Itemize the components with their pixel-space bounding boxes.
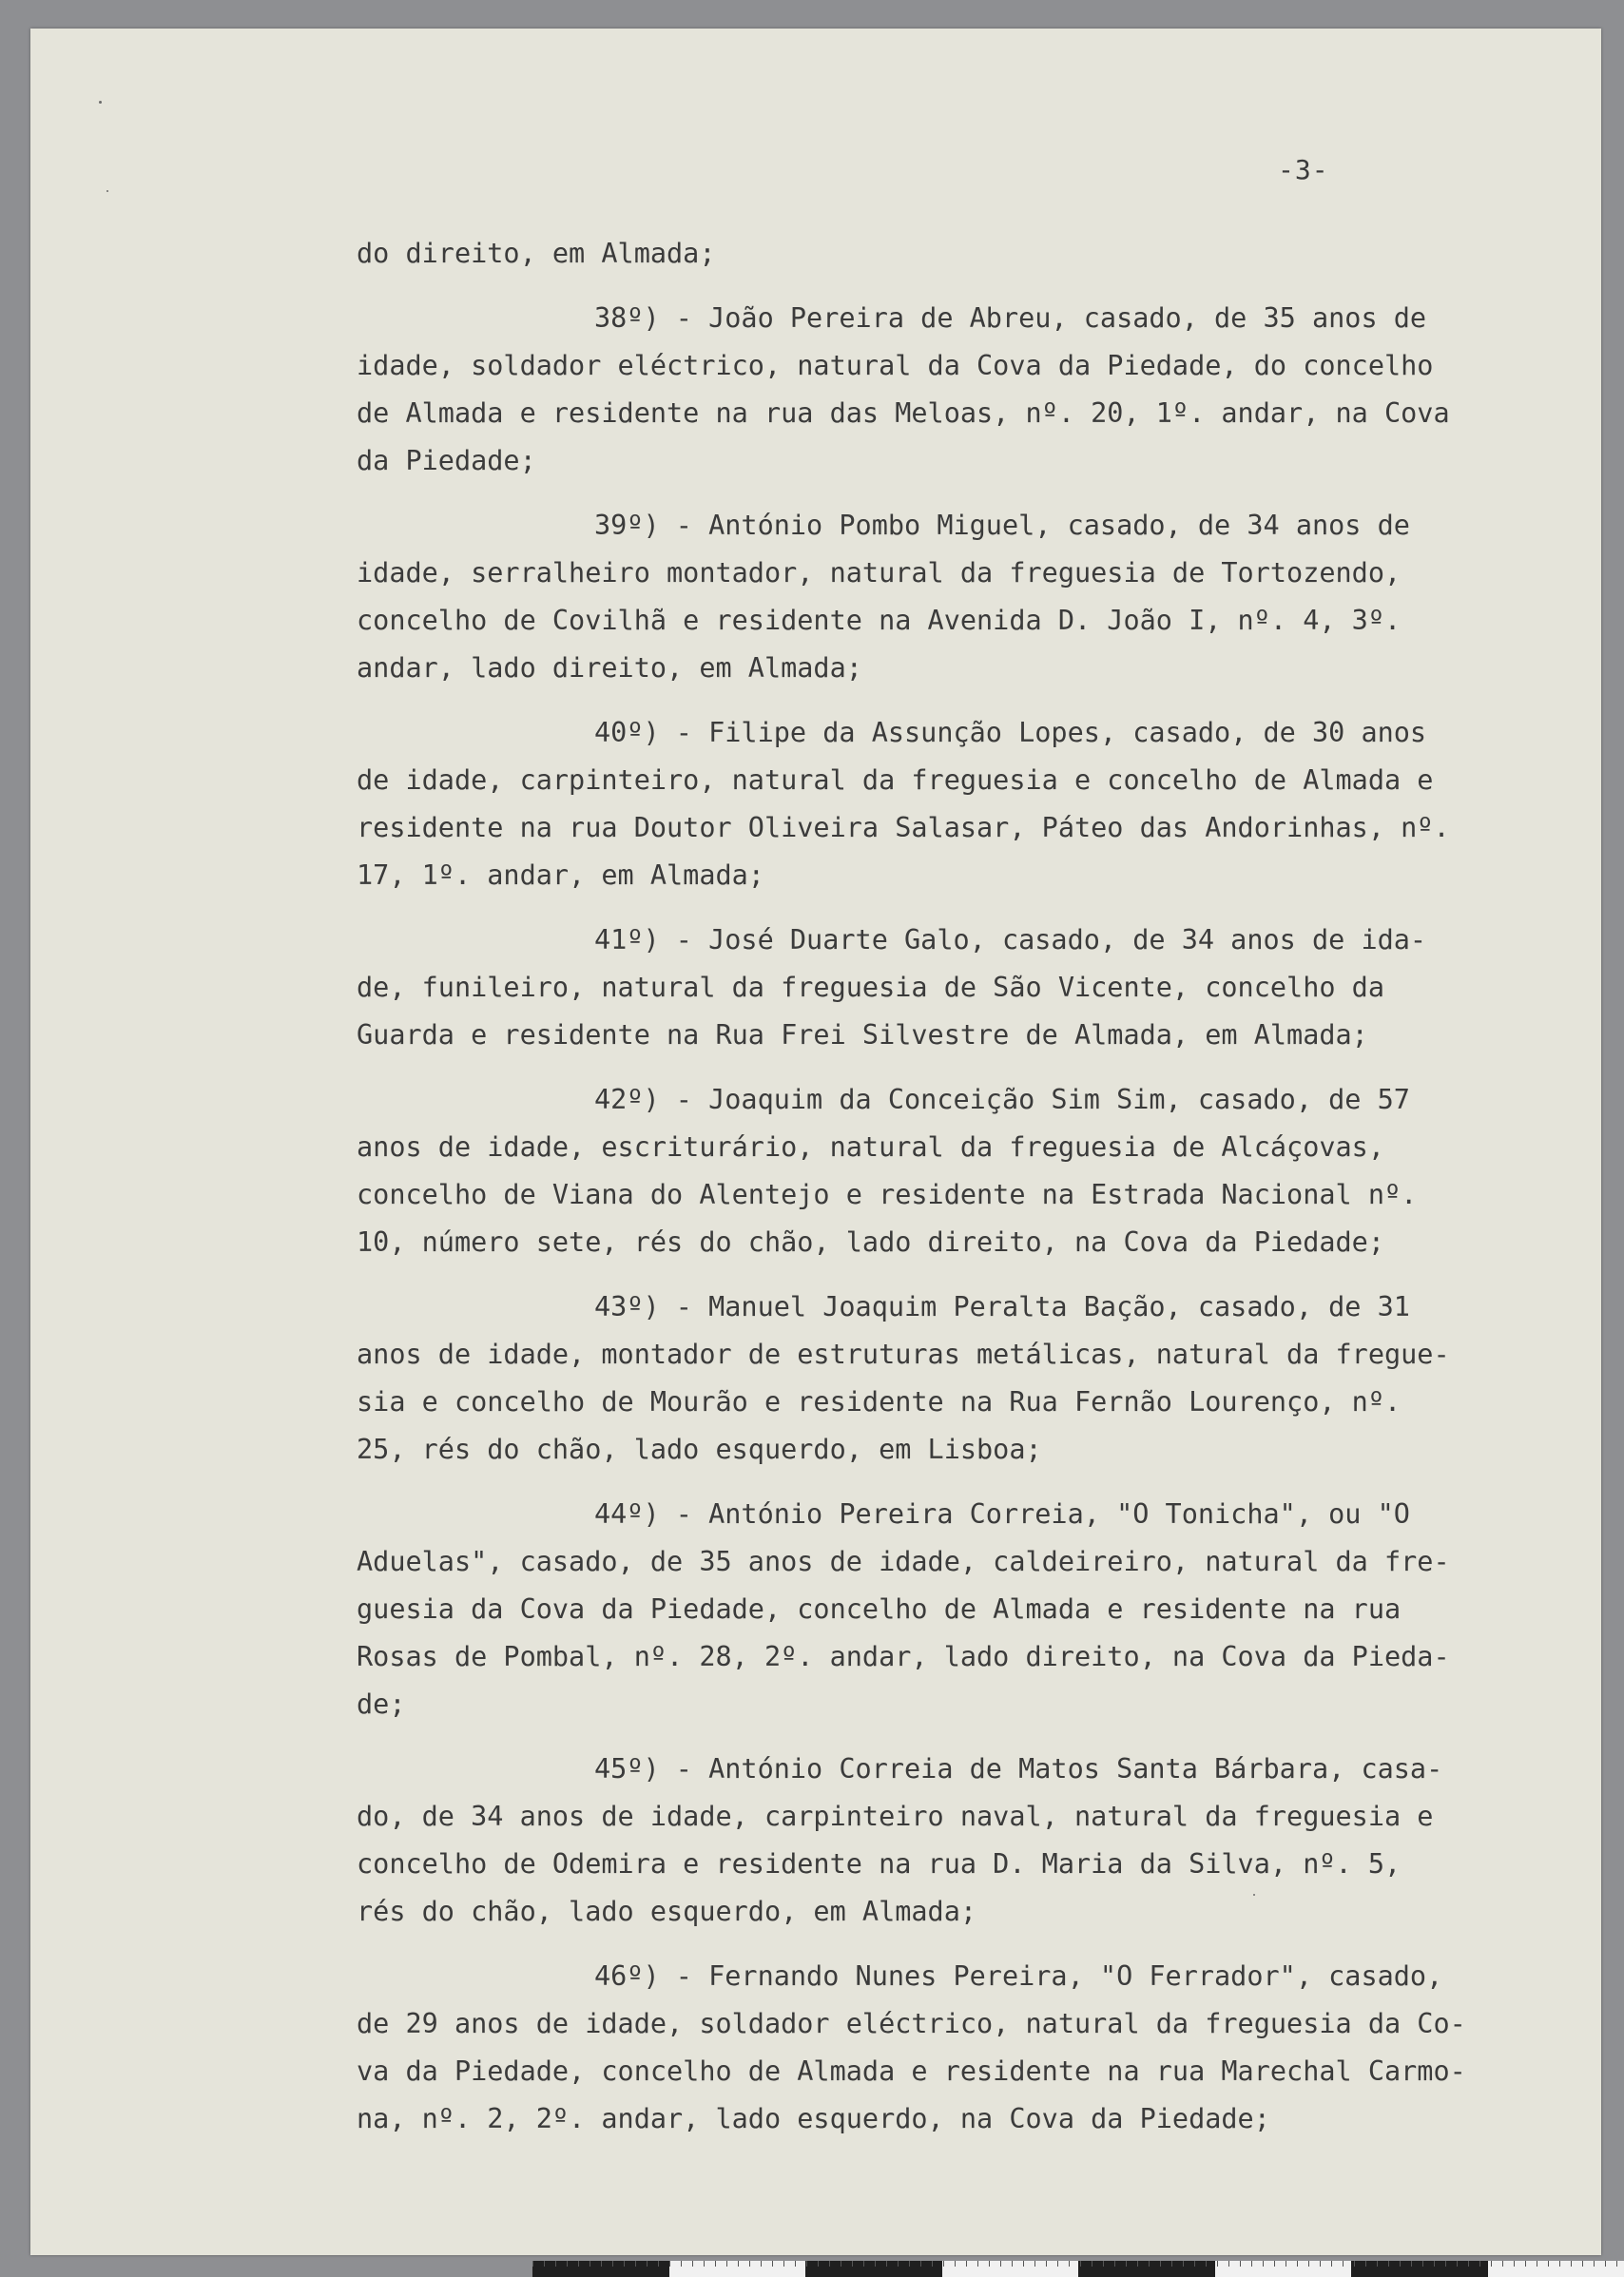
text-line: rés do chão, lado esquerdo, em Almada;	[357, 1896, 977, 1927]
text-line: 10, número sete, rés do chão, lado direito, na Cova da Piedade;	[357, 1226, 1384, 1258]
paragraph-entry-40	[357, 709, 1526, 899]
paragraph-entry-38	[357, 295, 1526, 485]
document-page	[30, 29, 1601, 2255]
text-line: concelho de Odemira e residente na rua D. Maria da Silva, nº. 5,	[357, 1848, 1402, 1880]
paragraph-entry-42	[357, 1076, 1526, 1266]
page-number: -3-	[1278, 154, 1329, 185]
text-line: 44º) - António Pereira Correia, "O Tonicha", ou "O	[594, 1498, 1410, 1530]
text-line: concelho de Viana do Alentejo e residente na Estrada Nacional nº.	[357, 1179, 1418, 1210]
text-line: Guarda e residente na Rua Frei Silvestre de Almada, em Almada;	[357, 1019, 1368, 1051]
paper-speck	[106, 190, 108, 192]
text-line: idade, serralheiro montador, natural da freguesia de Tortozendo,	[357, 557, 1402, 589]
text-line: anos de idade, escriturário, natural da freguesia de Alcáçovas,	[357, 1131, 1384, 1163]
text-line: 17, 1º. andar, em Almada;	[357, 859, 764, 891]
text-line: 43º) - Manuel Joaquim Peralta Bação, casado, de 31	[594, 1291, 1410, 1322]
text-line: Aduelas", casado, de 35 anos de idade, caldeireiro, natural da fre-	[357, 1546, 1450, 1577]
text-line: andar, lado direito, em Almada;	[357, 652, 862, 684]
text-line: va da Piedade, concelho de Almada e residente na rua Marechal Carmo-	[357, 2055, 1466, 2087]
text-line: da Piedade;	[357, 445, 536, 476]
text-line: do, de 34 anos de idade, carpinteiro naval, natural da freguesia e	[357, 1801, 1434, 1832]
text-line: idade, soldador eléctrico, natural da Cova da Piedade, do concelho	[357, 350, 1434, 381]
text-line: 40º) - Filipe da Assunção Lopes, casado, de 30 anos	[594, 717, 1427, 748]
text-line: 25, rés do chão, lado esquerdo, em Lisboa;	[357, 1434, 1042, 1465]
text-line: residente na rua Doutor Oliveira Salasar, Páteo das Andorinhas, nº.	[357, 812, 1450, 843]
text-line: 38º) - João Pereira de Abreu, casado, de 35 anos de	[594, 302, 1427, 334]
paragraph-entry-43	[357, 1283, 1526, 1474]
paragraph-entry-44	[357, 1491, 1526, 1728]
text-line: de, funileiro, natural da freguesia de São Vicente, concelho da	[357, 972, 1384, 1003]
text-line: sia e concelho de Mourão e residente na Rua Fernão Lourenço, nº.	[357, 1386, 1402, 1418]
text-line: guesia da Cova da Piedade, concelho de Almada e residente na rua	[357, 1593, 1402, 1625]
document-body	[357, 230, 1526, 2160]
text-line: Rosas de Pombal, nº. 28, 2º. andar, lado direito, na Cova da Pieda-	[357, 1641, 1450, 1672]
text-line: anos de idade, montador de estruturas metálicas, natural da fregue-	[357, 1339, 1450, 1370]
text-line: de;	[357, 1688, 406, 1720]
text-line: de idade, carpinteiro, natural da freguesia e concelho de Almada e	[357, 764, 1434, 796]
text-line: concelho de Covilhã e residente na Avenida D. João I, nº. 4, 3º.	[357, 605, 1402, 636]
text-line: 41º) - José Duarte Galo, casado, de 34 anos de ida-	[594, 924, 1427, 955]
text-line: 39º) - António Pombo Miguel, casado, de 34 anos de	[594, 510, 1410, 541]
text-line: 42º) - Joaquim da Conceição Sim Sim, casado, de 57	[594, 1084, 1410, 1115]
text-line: 45º) - António Correia de Matos Santa Bárbara, casa-	[594, 1753, 1443, 1785]
paragraph-continuation	[357, 230, 1526, 278]
text-line: na, nº. 2, 2º. andar, lado esquerdo, na Cova da Piedade;	[357, 2103, 1270, 2134]
text-line: de 29 anos de idade, soldador eléctrico, natural da freguesia da Co-	[357, 2008, 1466, 2039]
paper-speck	[99, 101, 102, 104]
paragraph-entry-39	[357, 502, 1526, 692]
text-line: de Almada e residente na rua das Meloas, nº. 20, 1º. andar, na Cova	[357, 397, 1450, 429]
paragraph-entry-46	[357, 1953, 1526, 2143]
paragraph-entry-41	[357, 917, 1526, 1059]
paragraph-entry-45	[357, 1746, 1526, 1936]
text-line: 46º) - Fernando Nunes Pereira, "O Ferrador", casado,	[594, 1960, 1443, 1992]
scale-ruler	[532, 2261, 1624, 2277]
text-line: do direito, em Almada;	[357, 238, 716, 269]
